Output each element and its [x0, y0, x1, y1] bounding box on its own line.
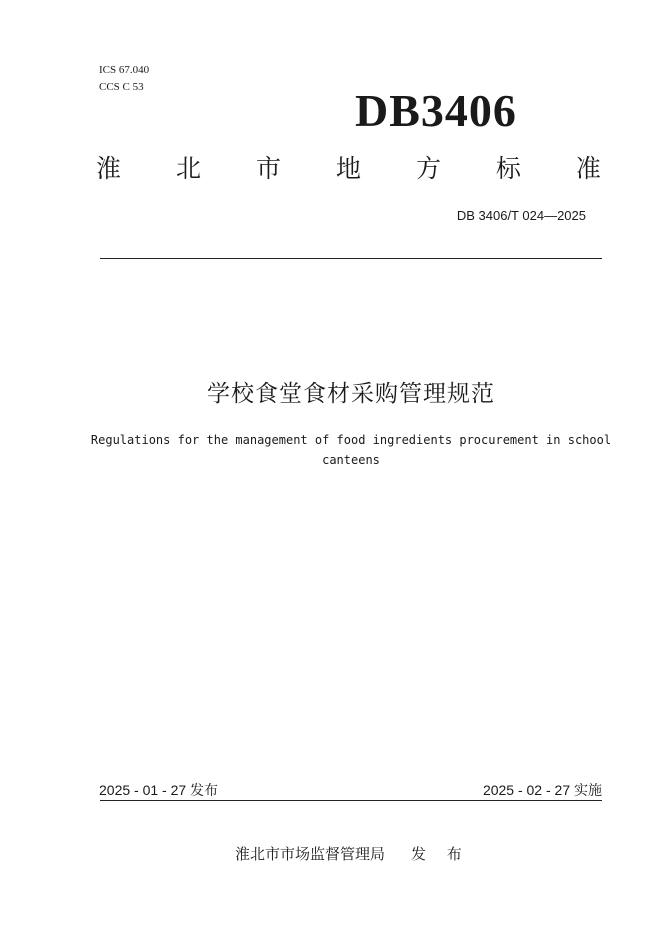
bottom-divider: [100, 800, 602, 801]
top-divider: [100, 258, 602, 259]
document-title-chinese: 学校食堂食材采购管理规范: [207, 381, 495, 407]
ics-code: ICS 67.040: [99, 64, 150, 76]
issuer-name: 淮北市市场监督管理局: [235, 845, 386, 863]
db-logo: DB3406: [355, 85, 517, 136]
publish-date: 2025 - 01 - 27 发布: [99, 782, 219, 798]
standard-type-char: 标: [495, 154, 521, 183]
standard-type-char: 北: [175, 154, 201, 183]
standard-type-char: 准: [575, 154, 601, 183]
standard-type-char: 方: [415, 154, 441, 183]
issue-label: 发 布: [411, 845, 470, 863]
standard-type-heading: [96, 156, 601, 181]
standard-code: DB 3406/T 024—2025: [456, 208, 586, 223]
standard-type-char: 市: [255, 154, 281, 183]
issuing-authority: [235, 843, 470, 864]
standard-type-char: 地: [335, 154, 361, 183]
document-title-english: Regulations for the management of food ingredients procurement in school canteens: [90, 433, 612, 467]
implementation-date: 2025 - 02 - 27 实施: [482, 782, 602, 798]
standard-type-char: 淮: [96, 154, 122, 183]
ccs-code: CCS C 53: [99, 81, 144, 93]
